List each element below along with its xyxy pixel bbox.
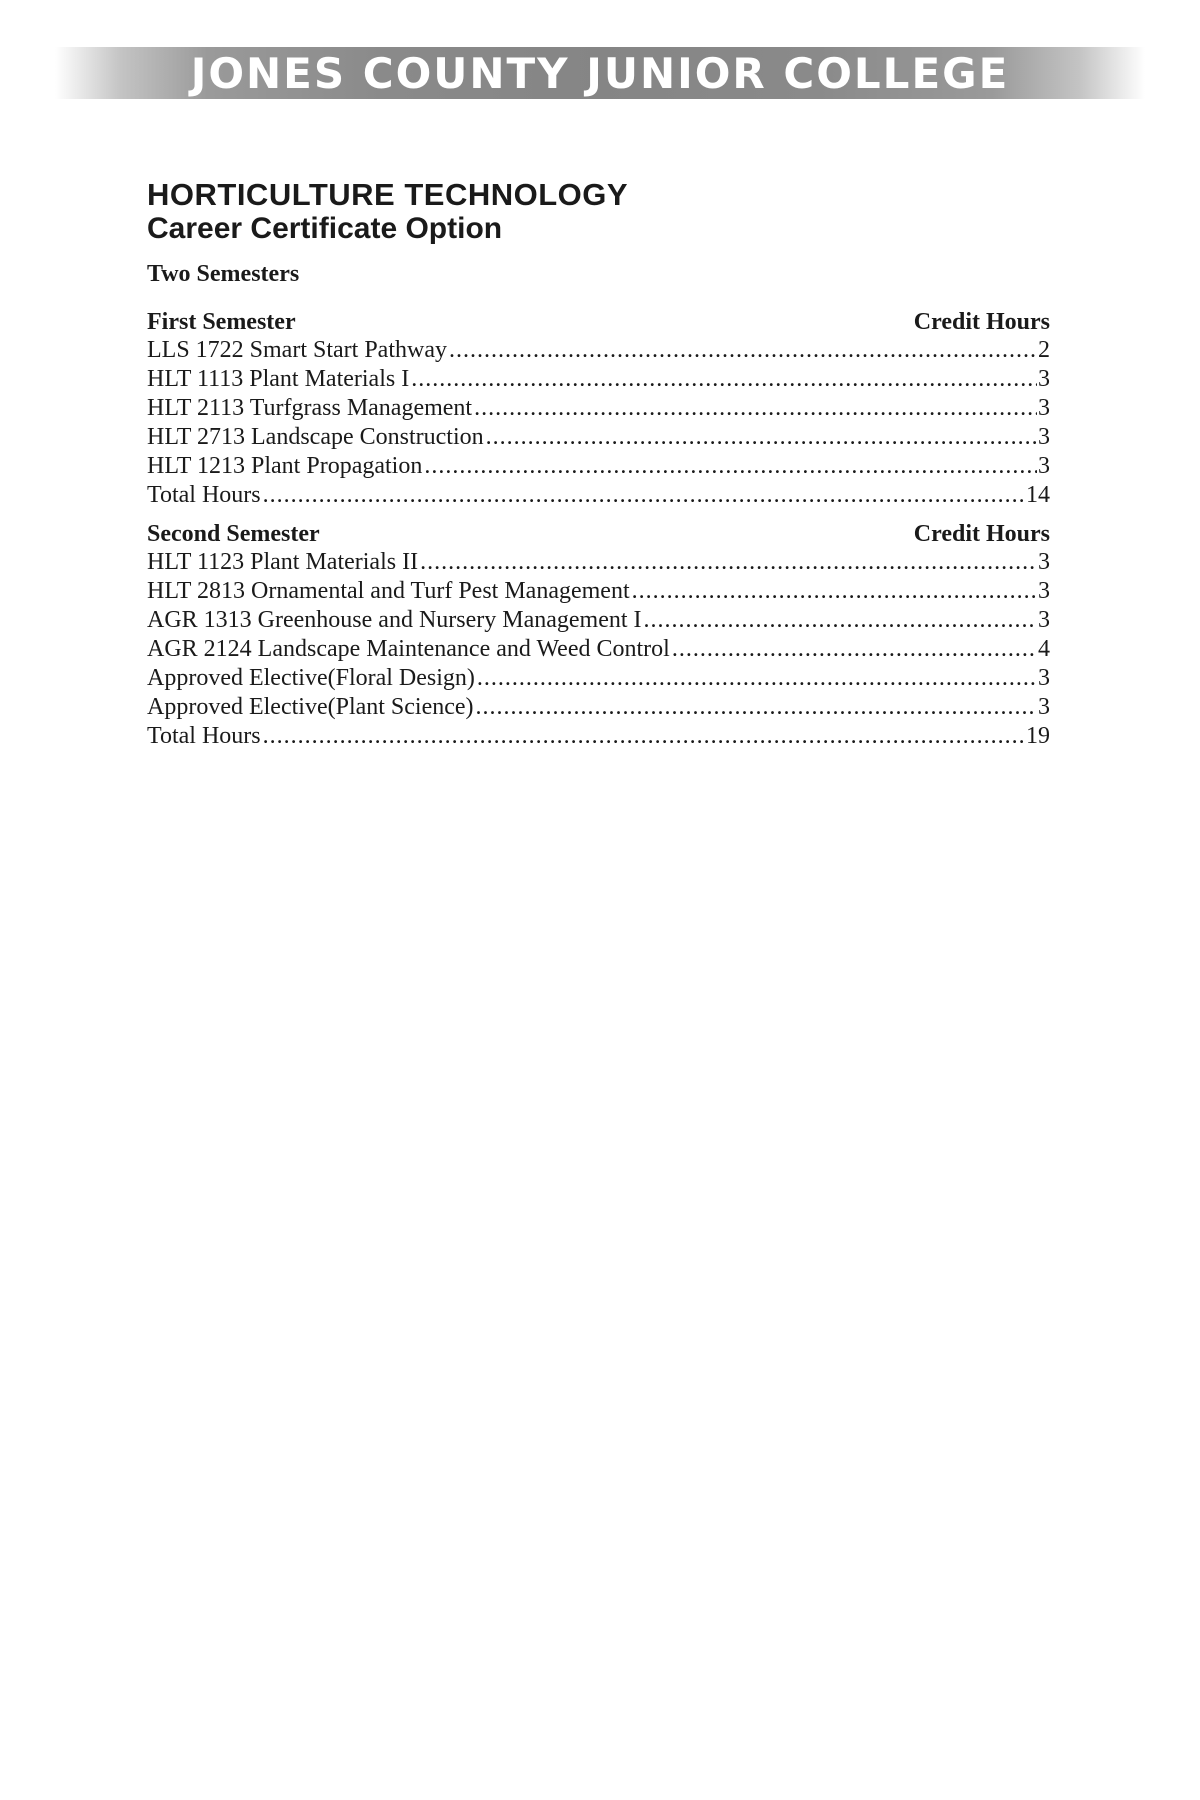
dot-leader bbox=[632, 577, 1037, 606]
semester-second bbox=[147, 520, 1050, 751]
program-content bbox=[147, 178, 1050, 751]
dot-leader bbox=[477, 664, 1037, 693]
program-title: HORTICULTURE TECHNOLOGY bbox=[147, 177, 629, 212]
course-label: LLS 1722 Smart Start Pathway bbox=[147, 337, 447, 363]
semester-header bbox=[147, 520, 1050, 548]
course-hours: 2 bbox=[1038, 337, 1050, 363]
course-label: AGR 1313 Greenhouse and Nursery Management I bbox=[147, 607, 642, 633]
dot-leader bbox=[672, 635, 1037, 664]
semester-title: Second Semester bbox=[147, 521, 320, 547]
dot-leader bbox=[476, 693, 1037, 722]
dot-leader bbox=[644, 606, 1037, 635]
credit-hours-header: Credit Hours bbox=[913, 521, 1050, 547]
course-hours: 3 bbox=[1038, 549, 1050, 575]
total-hours-row bbox=[147, 481, 1050, 510]
course-label: HLT 1213 Plant Propagation bbox=[147, 453, 423, 479]
course-label: Approved Elective(Floral Design) bbox=[147, 665, 475, 691]
college-banner bbox=[55, 47, 1145, 99]
course-hours: 3 bbox=[1038, 694, 1050, 720]
course-hours: 3 bbox=[1038, 395, 1050, 421]
total-hours-label: Total Hours bbox=[147, 482, 261, 508]
semester-title: First Semester bbox=[147, 309, 296, 335]
course-row bbox=[147, 548, 1050, 577]
dot-leader bbox=[420, 548, 1037, 577]
course-row bbox=[147, 452, 1050, 481]
dot-leader bbox=[263, 722, 1025, 751]
course-label: Approved Elective(Plant Science) bbox=[147, 694, 474, 720]
dot-leader bbox=[486, 423, 1037, 452]
course-label: HLT 2813 Ornamental and Turf Pest Management bbox=[147, 578, 630, 604]
semester-header bbox=[147, 308, 1050, 336]
course-hours: 3 bbox=[1038, 665, 1050, 691]
program-duration: Two Semesters bbox=[147, 261, 300, 287]
total-hours-value: 14 bbox=[1026, 482, 1050, 508]
course-row bbox=[147, 664, 1050, 693]
course-row bbox=[147, 365, 1050, 394]
course-label: HLT 1123 Plant Materials II bbox=[147, 549, 419, 575]
course-row bbox=[147, 635, 1050, 664]
course-label: AGR 2124 Landscape Maintenance and Weed Control bbox=[147, 636, 670, 662]
course-row bbox=[147, 693, 1050, 722]
dot-leader bbox=[424, 452, 1037, 481]
course-row bbox=[147, 423, 1050, 452]
dot-leader bbox=[411, 365, 1037, 394]
total-hours-row bbox=[147, 722, 1050, 751]
credit-hours-header: Credit Hours bbox=[913, 309, 1050, 335]
course-hours: 3 bbox=[1038, 607, 1050, 633]
course-row bbox=[147, 394, 1050, 423]
total-hours-label: Total Hours bbox=[147, 723, 261, 749]
course-label: HLT 1113 Plant Materials I bbox=[147, 366, 410, 392]
dot-leader bbox=[263, 481, 1025, 510]
semester-first bbox=[147, 308, 1050, 510]
course-hours: 3 bbox=[1038, 453, 1050, 479]
course-label: HLT 2713 Landscape Construction bbox=[147, 424, 484, 450]
course-hours: 3 bbox=[1038, 366, 1050, 392]
course-hours: 3 bbox=[1038, 578, 1050, 604]
dot-leader bbox=[474, 394, 1037, 423]
dot-leader bbox=[449, 336, 1037, 365]
course-label: HLT 2113 Turfgrass Management bbox=[147, 395, 473, 421]
course-row bbox=[147, 606, 1050, 635]
banner-title: JONES COUNTY JUNIOR COLLEGE bbox=[190, 49, 1010, 98]
course-row bbox=[147, 336, 1050, 365]
course-hours: 3 bbox=[1038, 424, 1050, 450]
total-hours-value: 19 bbox=[1026, 723, 1050, 749]
course-hours: 4 bbox=[1038, 636, 1050, 662]
course-row bbox=[147, 577, 1050, 606]
program-subtitle: Career Certificate Option bbox=[147, 212, 503, 245]
